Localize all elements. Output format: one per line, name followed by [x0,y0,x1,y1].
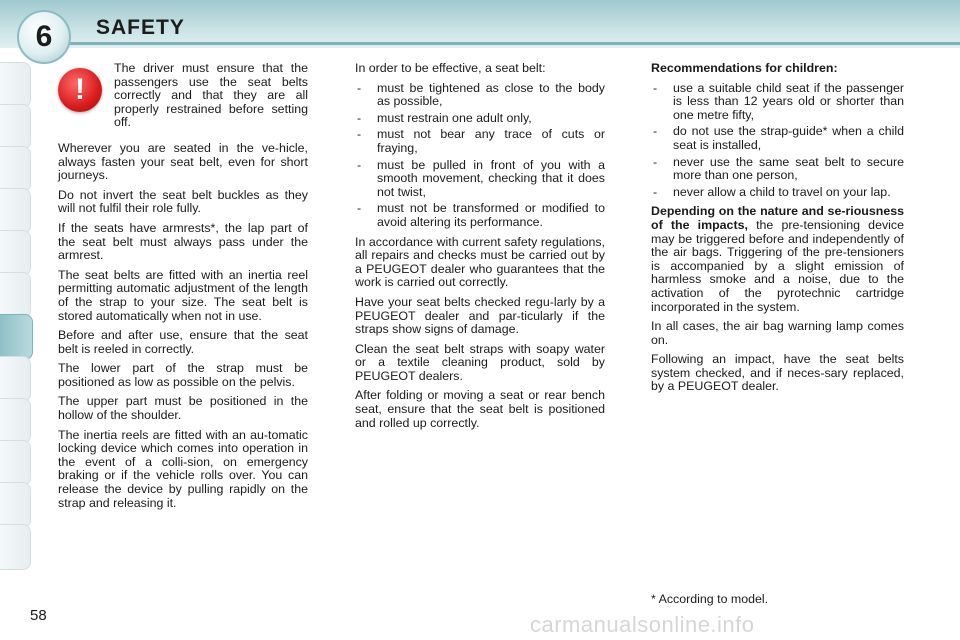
list-item: - must not be transformed or modified to avoid altering its performance. [355,202,605,229]
chapter-tab[interactable] [0,272,31,318]
requirements-list [355,82,605,230]
column-left [58,62,308,516]
footnote: * According to model. [651,592,769,606]
chapter-tab[interactable] [0,440,31,486]
impact-paragraph [651,205,904,314]
page-number: 58 [30,607,47,624]
column-right [651,62,904,400]
list-item: - do not use the strap-guide* when a child seat is installed, [651,125,904,152]
chapter-tab[interactable] [0,524,31,570]
paragraph: Before and after use, ensure that the seat belt is reeled in correctly. [58,328,308,356]
paragraph: The lower part of the strap must be positioned as low as possible on the pelvis. [58,361,308,389]
page-title: SAFETY [96,16,185,39]
paragraph: Do not invert the seat belt buckles as they will not fulfil their role fully. [58,187,308,216]
paragraph: Have your seat belts checked regu-larly by a PEUGEOT dealer and par-ticularly if the straps show signs of damage. [355,294,605,337]
list-item: - must restrain one adult only, [355,112,605,126]
list-item: - must be pulled in front of you with a smooth movement, checking that it does not twist, [355,159,605,200]
children-recommendations-list [651,82,904,200]
list-item: - never allow a child to travel on your lap. [651,186,904,200]
chapter-number: 6 [35,20,53,53]
intro-text: In order to be effective, a seat belt: [355,61,546,75]
chapter-tab[interactable] [0,188,31,234]
chapter-tab[interactable] [0,398,31,444]
paragraph: The inertia reels are fitted with an au-tomatic locking device which comes into operation in the event of a colli-sion, on emergency braking or if the vehicle rolls over. You can release the device by pulling rapidly on the strap and releasing it. [58,427,308,510]
list-item: - use a suitable child seat if the passenger is less than 12 years old or shorter than one metre fifty, [651,82,904,123]
chapter-tab[interactable] [0,62,31,108]
chapter-number-badge [17,10,71,64]
paragraph: In all cases, the air bag warning lamp comes on. [651,319,904,347]
chapter-tab-strip [0,62,34,572]
impact-text: the pre-tensioning device may be triggered before and independently of the air bags. Triggering of the pre-tensioners is accompanied by a slight emission of harmless smoke and a noise, due to the activation of the pyrotechnic cartridge incorporated in the system. [651,217,904,314]
paragraph: Wherever you are seated in the ve-hicle, always fasten your seat belt, even for short journeys. [58,140,308,183]
paragraph: The seat belts are fitted with an inertia reel permitting automatic adjustment of the length of the strap to your size. The seat belt is stored automatically when not in use. [58,267,308,323]
chapter-tab[interactable] [0,356,31,402]
paragraph: Clean the seat belt straps with soapy water or a textile cleaning product, sold by PEUGEOT dealers. [355,341,605,383]
list-item: - must be tightened as close to the body as possible, [355,82,605,109]
paragraph: In accordance with current safety regulations, all repairs and checks must be carried out by a PEUGEOT dealer who guarantees that the work is carried out correctly. [355,234,605,290]
chapter-tab[interactable] [0,482,31,528]
list-item: - never use the same seat belt to secure more than one person, [651,156,904,183]
header-rule [60,42,960,45]
section-heading: Recommendations for children: [651,61,838,75]
chapter-tab-active[interactable] [0,314,33,360]
paragraph: After folding or moving a seat or rear bench seat, ensure that the seat belt is positioned and rolled up correctly. [355,388,605,430]
list-item: - must not bear any trace of cuts or fraying, [355,128,605,155]
warning-text: The driver must ensure that the passengers use the seat belts correctly and that they are all properly restrained before setting off. [114,61,308,130]
paragraph: Following an impact, have the seat belts system checked, and if neces-sary replaced, by a PEUGEOT dealer. [651,352,904,394]
warning-block [58,62,308,136]
watermark-text: carmanualsonline.info [530,612,755,637]
chapter-tab[interactable] [0,146,31,192]
paragraph: The upper part must be positioned in the hollow of the shoulder. [58,394,308,423]
exclamation-icon: ! [58,68,102,112]
paragraph: If the seats have armrests*, the lap part of the seat belt must always pass under the armrest. [58,220,308,263]
impact-bold-lead: Depending on the nature and se-riousness of the impacts, [651,204,904,232]
chapter-tab[interactable] [0,104,31,150]
column-middle [355,62,605,436]
chapter-tab[interactable] [0,230,31,276]
